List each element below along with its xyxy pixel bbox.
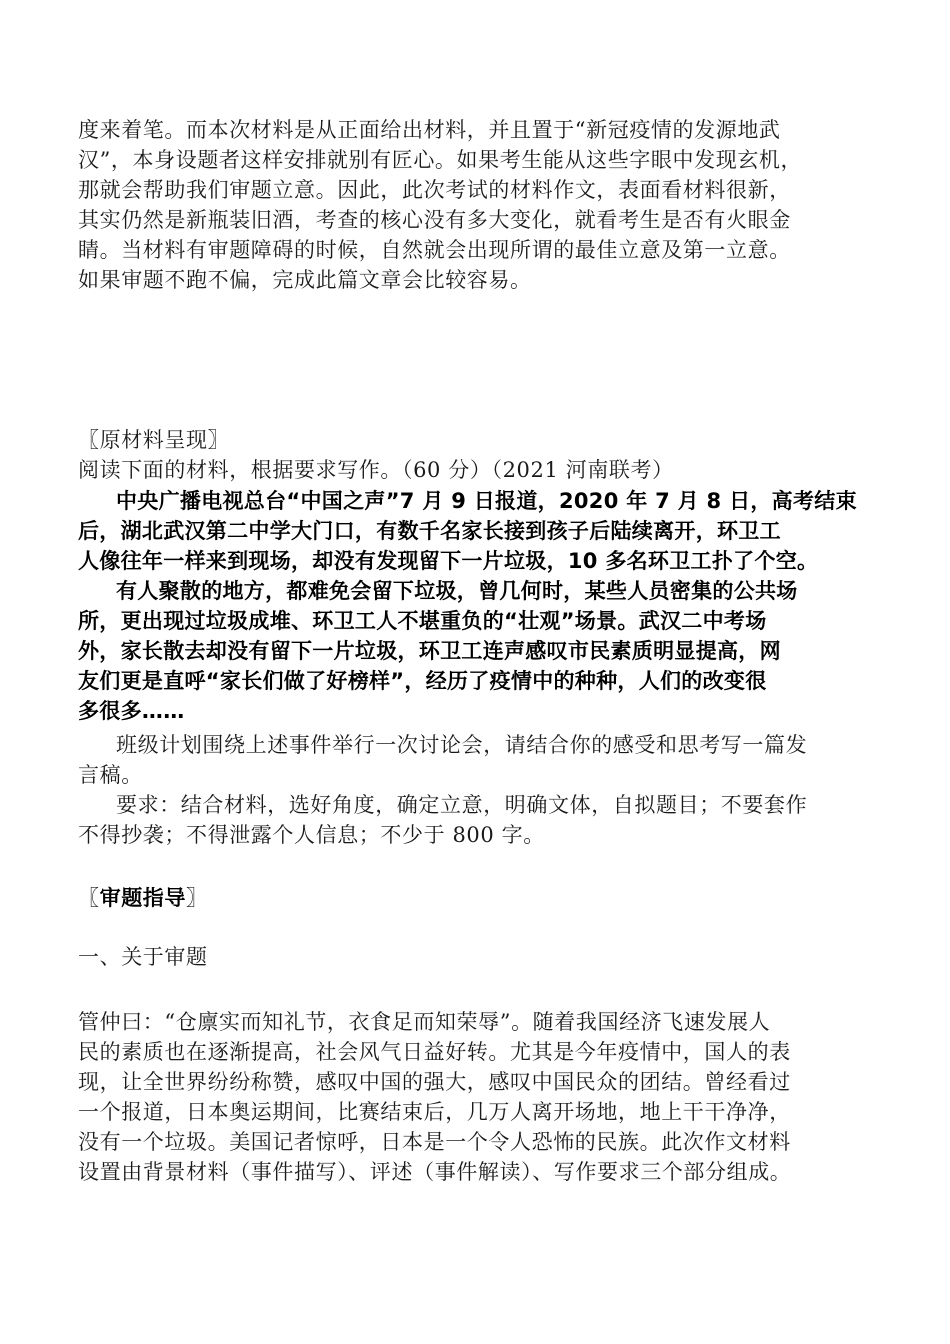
text-line: 中央广播电视总台“中国之声”7 月 9 日报道，2020 年 7 月 8 日，高考结束	[116, 489, 857, 513]
guidance-heading	[78, 883, 878, 913]
text-line: 民的素质也在逐渐提高，社会风气日益好转。尤其是今年疫情中，国人的表	[78, 1040, 791, 1064]
text-line: 睛。当材料有审题障碍的时候，自然就会出现所谓的最佳立意及第一立意。	[78, 238, 791, 262]
section-heading: 〖原材料呈现〗	[78, 428, 230, 452]
text-line: 如果审题不跑不偏，完成此篇文章会比较容易。	[78, 268, 532, 292]
text-line: 人像往年一样来到现场，却没有发现留下一片垃圾，10 多名环卫工扑了个空。	[78, 549, 819, 573]
text-line: 不得抄袭；不得泄露个人信息；不少于 800 字。	[78, 823, 545, 847]
bracket-open: 〖	[78, 886, 100, 910]
writing-prompt: 阅读下面的材料，根据要求写作。（60 分）（2021 河南联考）	[78, 458, 674, 482]
text-line: 设置由背景材料（事件描写）、评述（事件解读）、写作要求三个部分组成。	[78, 1160, 792, 1184]
text-line: 管仲曰：“仓廪实而知礼节，衣食足而知荣辱”。随着我国经济飞速发展人	[78, 1010, 771, 1034]
text-line: 度来着笔。而本次材料是从正面给出材料，并且置于“新冠疫情的发源地武	[78, 118, 781, 142]
text-line: 后，湖北武汉第二中学大门口，有数千名家长接到孩子后陆续离开，环卫工	[78, 519, 781, 543]
text-line: 一个报道，日本奥运期间，比赛结束后，几万人离开场地，地上干干净净，	[78, 1100, 791, 1124]
text-line: 汉”，本身设题者这样安排就别有匠心。如果考生能从这些字眼中发现玄机，	[78, 148, 803, 172]
section-title-block	[78, 942, 878, 972]
text-line: 要求：结合材料，选好角度，确定立意，明确文体，自拟题目；不要套作	[116, 793, 808, 817]
text-line: 多很多……	[78, 699, 185, 723]
text-line: 言稿。	[78, 763, 143, 787]
text-line: 那就会帮助我们审题立意。因此，此次考试的材料作文，表面看材料很新，	[78, 178, 791, 202]
section-title: 一、关于审题	[78, 945, 208, 969]
text-line: 有人聚散的地方，都难免会留下垃圾，曾几何时，某些人员密集的公共场	[116, 579, 798, 603]
news-material	[78, 486, 878, 726]
guidance-title: 审题指导	[99, 886, 187, 910]
text-line: 所，更出现过垃圾成堆、环卫工人不堪重负的“壮观”场景。武汉二中考场	[78, 609, 767, 633]
intro-paragraph	[78, 115, 878, 295]
text-line: 外，家长散去却没有留下一片垃圾，环卫工连声感叹市民素质明显提高，网	[78, 639, 781, 663]
original-material-section	[78, 425, 878, 485]
text-line: 友们更是直呼“家长们做了好榜样”，经历了疫情中的种种，人们的改变很	[78, 669, 767, 693]
bracket-close: 〗	[186, 886, 208, 910]
text-line: 没有一个垃圾。美国记者惊呼，日本是一个令人恐怖的民族。此次作文材料	[78, 1130, 791, 1154]
guidance-heading-line	[78, 883, 878, 913]
text-line: 班级计划围绕上述事件举行一次讨论会，请结合你的感受和思考写一篇发	[116, 733, 808, 757]
task-requirements	[78, 730, 878, 850]
text-line: 其实仍然是新瓶装旧酒，考查的核心没有多大变化，就看考生是否有火眼金	[78, 208, 791, 232]
text-line: 现，让全世界纷纷称赞，感叹中国的强大，感叹中国民众的团结。曾经看过	[78, 1070, 791, 1094]
guidance-body	[78, 1007, 878, 1187]
